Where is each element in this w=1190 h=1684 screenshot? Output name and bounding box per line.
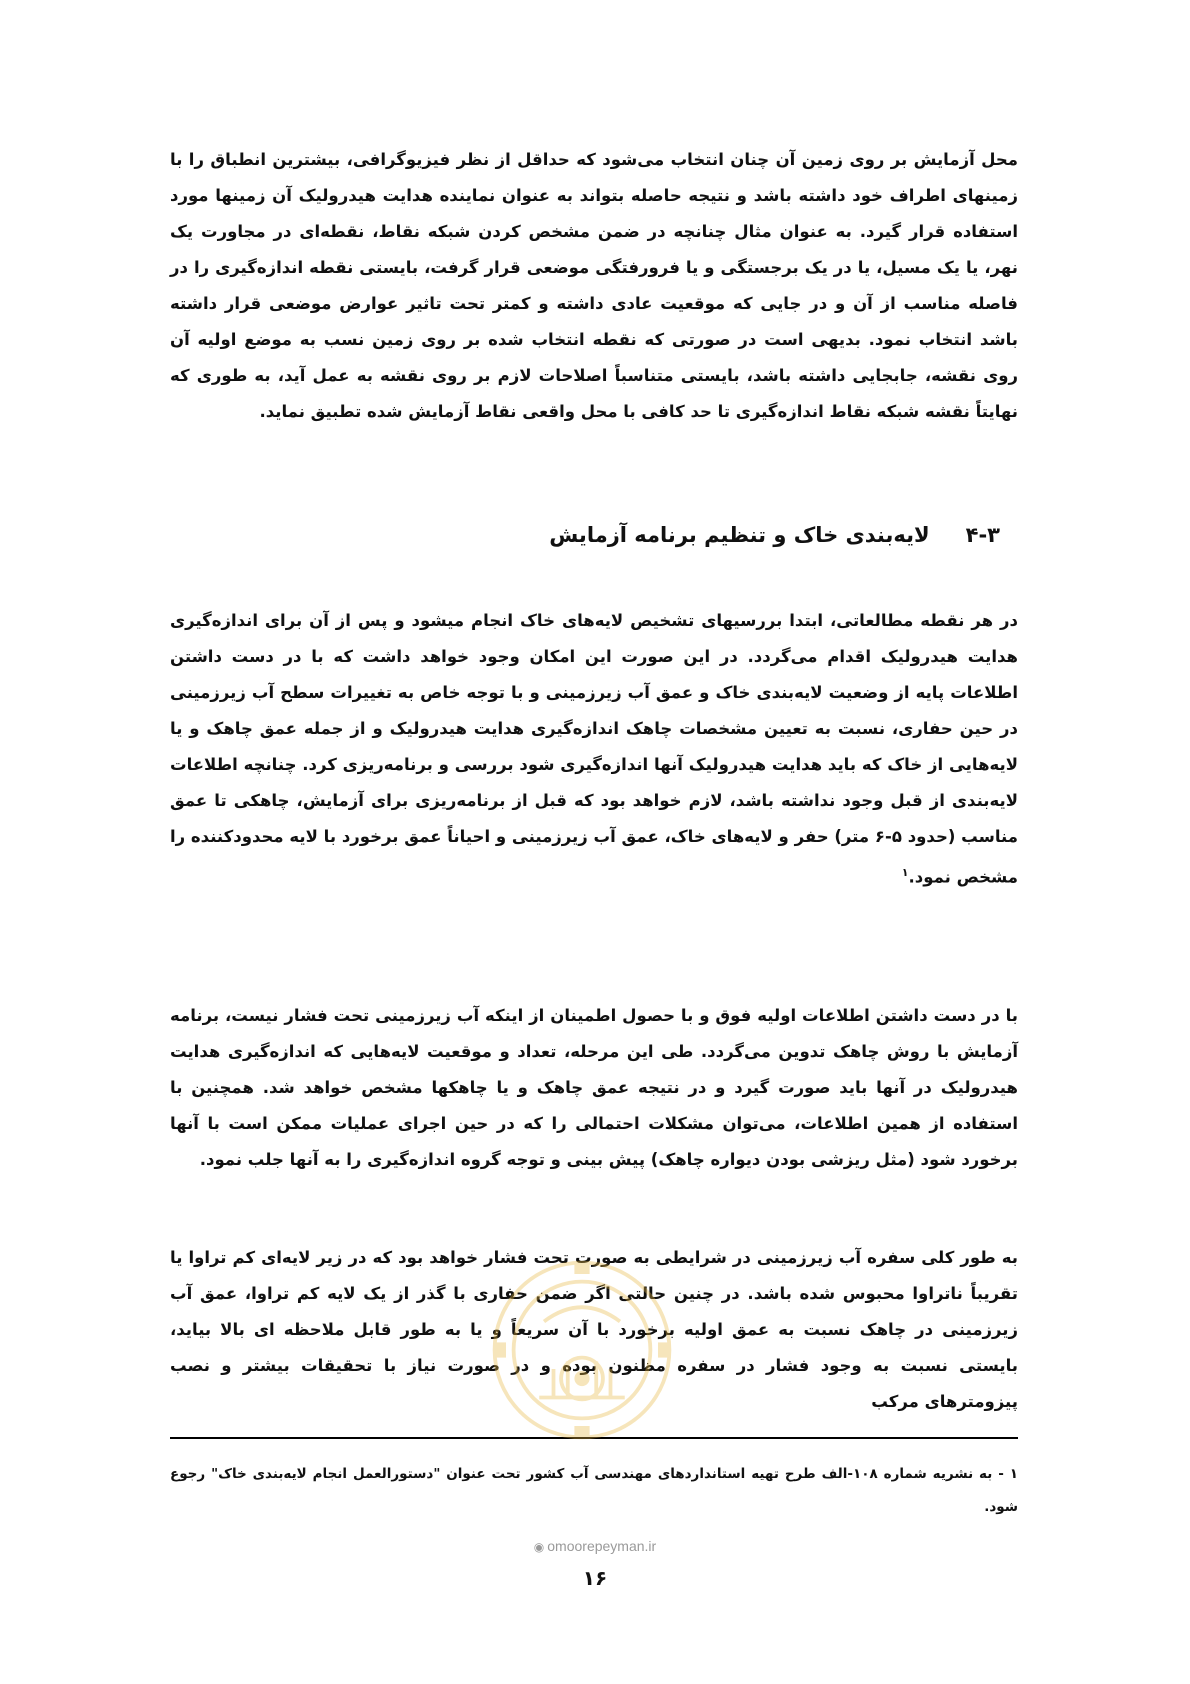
paragraph-2 (170, 603, 1018, 896)
watermark-site (0, 1538, 1190, 1554)
paragraph-4: به طور کلی سفره آب زیرزمینی در شرایطی به صورت تحت فشار خواهد بود که در زیر لایه‌ای کم تراوا یا تقریباً ناتراوا محبوس شده باشد. در چنین حالتی اگر ضمن حفاری با گذر از یک لایه کم تراوا، عمق آب زیرزمینی در چاهک نسبت به عمق اولیه برخورد با آن سریعاً و یا به طور قابل ملاحظه ای بالا بیاید، بایستی نسبت به وجود فشار در سفره مظنون بوده و در صورت نیاز با تحقیقات بیشتر و نصب پیزومترهای مرکب (170, 1248, 1018, 1411)
footnote-reference[interactable]: ۱ (901, 866, 909, 879)
paragraph-2-text: در هر نقطه مطالعاتی، ابتدا بررسیهای تشخیص لایه‌های خاک انجام میشود و پس از آن برای اندازه‌گیری هدایت هیدرولیک اقدام می‌گردد. در این صورت این امکان وجود خواهد داشت که با در دست داشتن اطلاعات پایه از وضعیت لایه‌بندی خاک و عمق آب زیرزمینی و با توجه خاص به تغییرات سطح آب زیرزمینی در حین حفاری، نسبت به تعیین مشخصات چاهک اندازه‌گیری هدایت هیدرولیک و از جمله عمق چاهک و یا لایه‌هایی از خاک که باید هدایت هیدرولیک آنها اندازه‌گیری شود بررسی و برنامه‌ریزی کرد. چنانچه اطلاعات لایه‌بندی از قبل وجود نداشته باشد، لازم خواهد بود که قبل از برنامه‌ریزی برای آزمایش، چاهکی تا عمق مناسب (حدود ۵-۶ متر) حفر و لایه‌های خاک، عمق آب زیرزمینی و احیاناً عمق برخورد با لایه محدودکننده را مشخص نمود. (170, 611, 1018, 887)
footnote-divider (170, 1437, 1018, 1439)
paragraph-1: محل آزمایش بر روی زمین آن چنان انتخاب می‌شود که حداقل از نظر فیزیوگرافی، بیشترین انطباق را با زمینهای اطراف خود داشته باشد و نتیجه حاصله بتواند به عنوان نماینده هدایت هیدرولیک آن زمینها مورد استفاده قرار گیرد. به عنوان مثال چنانچه در ضمن مشخص کردن شبکه نقاط، نقطه‌ای در مجاورت یک نهر، یا یک مسیل، یا در یک برجستگی و یا فرورفتگی موضعی قرار گرفت، بایستی نقطه اندازه‌گیری را در فاصله مناسب از آن و در جایی که موقعیت عادی داشته و کمتر تحت تاثیر عوارض موضعی قرار داشته باشد انتخاب نمود. بدیهی است در صورتی که نقطه انتخاب شده بر روی زمین نسب به موضع اولیه آن روی نقشه، جابجایی داشته باشد، بایستی متناسباً اصلاحات لازم بر روی نقشه به عمل آید، به طوری که نهایتاً نقشه شبکه نقاط اندازه‌گیری تا حد کافی با محل واقعی نقاط آزمایش شده تطبیق نماید. (170, 150, 1018, 421)
paragraph-3: با در دست داشتن اطلاعات اولیه فوق و با حصول اطمینان از اینکه آب زیرزمینی تحت فشار نیست، برنامه آزمایش با روش چاهک تدوین می‌گردد. طی این مرحله، تعداد و موقعیت لایه‌هایی که اندازه‌گیری هدایت هیدرولیک در آنها باید صورت گیرد و در نتیجه عمق چاهک و یا چاهکها مشخص خواهد شد. همچنین با استفاده از همین اطلاعات، می‌توان مشکلات احتمالی را که در حین اجرای عملیات ممکن است با آنها برخورد شود (مثل ریزشی بودن دیواره چاهک) پیش بینی و توجه گروه اندازه‌گیری را به آنها جلب نمود. (170, 1006, 1018, 1169)
globe-icon: ◉ (533, 1540, 545, 1554)
watermark-site-text: omoorepeyman.ir (547, 1538, 657, 1554)
section-heading (170, 520, 1018, 550)
page-number: ۱۶ (582, 1566, 608, 1590)
section-number: ۴-۳ (965, 523, 1000, 547)
section-title: لایه‌بندی خاک و تنظیم برنامه آزمایش (549, 523, 930, 547)
footnote: ۱ - به نشریه شماره ۱۰۸-الف طرح تهیه استانداردهای مهندسی آب کشور تحت عنوان "دستورالعمل انجام لایه‌بندی خاک" رجوع شود. (170, 1466, 1018, 1515)
